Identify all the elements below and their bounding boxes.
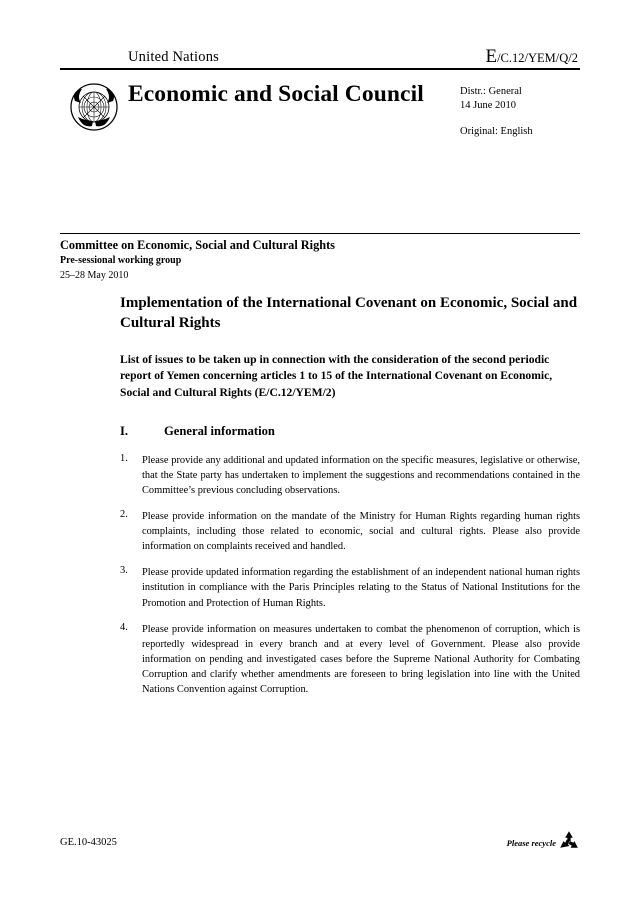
paragraph-text: Please provide any additional and updated information on the specific measures, legislative or otherwise, that the State party has undertaken to implement the suggestions and recommendations contained in the Committee’s previous concluding observations. [142, 454, 580, 497]
paragraph-text: Please provide information on measures undertaken to combat the phenomenon of corruption, which is reportedly widespread in every branch and at every level of Government. Please also provide information on pending and investigated cases before the Supreme National Authority for Combating Corruption and clarify whether amendments are foreseen to bring legislation into line with the United Nations Convention against Corruption. [142, 623, 580, 695]
distribution-block [460, 80, 580, 140]
distribution-label: Distr.: General [460, 86, 522, 97]
document-symbol [485, 47, 578, 66]
title-column [128, 80, 460, 140]
paragraph-number: 1. [120, 452, 128, 464]
paragraph [120, 622, 580, 697]
masthead-body [60, 70, 580, 140]
recycle-icon [558, 830, 580, 850]
emblem-container [60, 80, 128, 140]
council-title: Economic and Social Council [128, 81, 424, 107]
committee-block [60, 233, 580, 282]
session-dates: 25–28 May 2010 [60, 269, 129, 281]
recycle-label: Please recycle [506, 838, 556, 848]
paragraph-number: 2. [120, 509, 128, 521]
committee-name: Committee on Economic, Social and Cultural Rights [60, 238, 335, 252]
un-emblem-icon [69, 82, 119, 132]
page-sheet [60, 40, 580, 850]
masthead-top-row [60, 40, 580, 66]
paragraph [120, 453, 580, 498]
masthead [60, 40, 580, 160]
document-subtitle: List of issues to be taken up in connection with the consideration of the second periodic report of Yemen concerning articles 1 to 15 of the International Covenant on Economic, Social and Cultural Rights (E/C.12/YEM/2) [120, 352, 553, 400]
page-footer [60, 824, 580, 850]
organization-name: United Nations [128, 49, 219, 65]
recycle-block [507, 830, 580, 850]
paragraph [120, 565, 580, 610]
document-content [120, 293, 580, 708]
paragraph [120, 509, 580, 554]
page-title: Implementation of the International Covenant on Economic, Social and Cultural Rights [120, 295, 578, 332]
section-title: General information [164, 423, 275, 438]
committee-divider [60, 233, 580, 234]
paragraph-number: 4. [120, 621, 128, 633]
spacer [460, 113, 580, 125]
paragraph-number: 3. [120, 565, 128, 577]
document-symbol-prefix: E [485, 46, 498, 67]
document-date: 14 June 2010 [460, 100, 516, 112]
original-language: Original: English [460, 126, 533, 138]
section-heading [120, 424, 580, 439]
paragraph-text: Please provide updated information regarding the establishment of an independent national human rights institution in compliance with the Paris Principles relating to the Status of National Institutions for the Promotion and Protection of Human Rights. [142, 567, 580, 609]
document-symbol-suffix: /C.12/YEM/Q/2 [497, 51, 578, 65]
section-number: I. [120, 423, 129, 438]
document-code: GE.10-43025 [60, 837, 117, 848]
paragraph-text: Please provide information on the mandate of the Ministry for Human Rights regarding human rights complaints, including those related to economic, social and cultural rights. Please also provide information on complaints received and handled. [142, 511, 580, 553]
working-group-label: Pre-sessional working group [60, 255, 182, 267]
